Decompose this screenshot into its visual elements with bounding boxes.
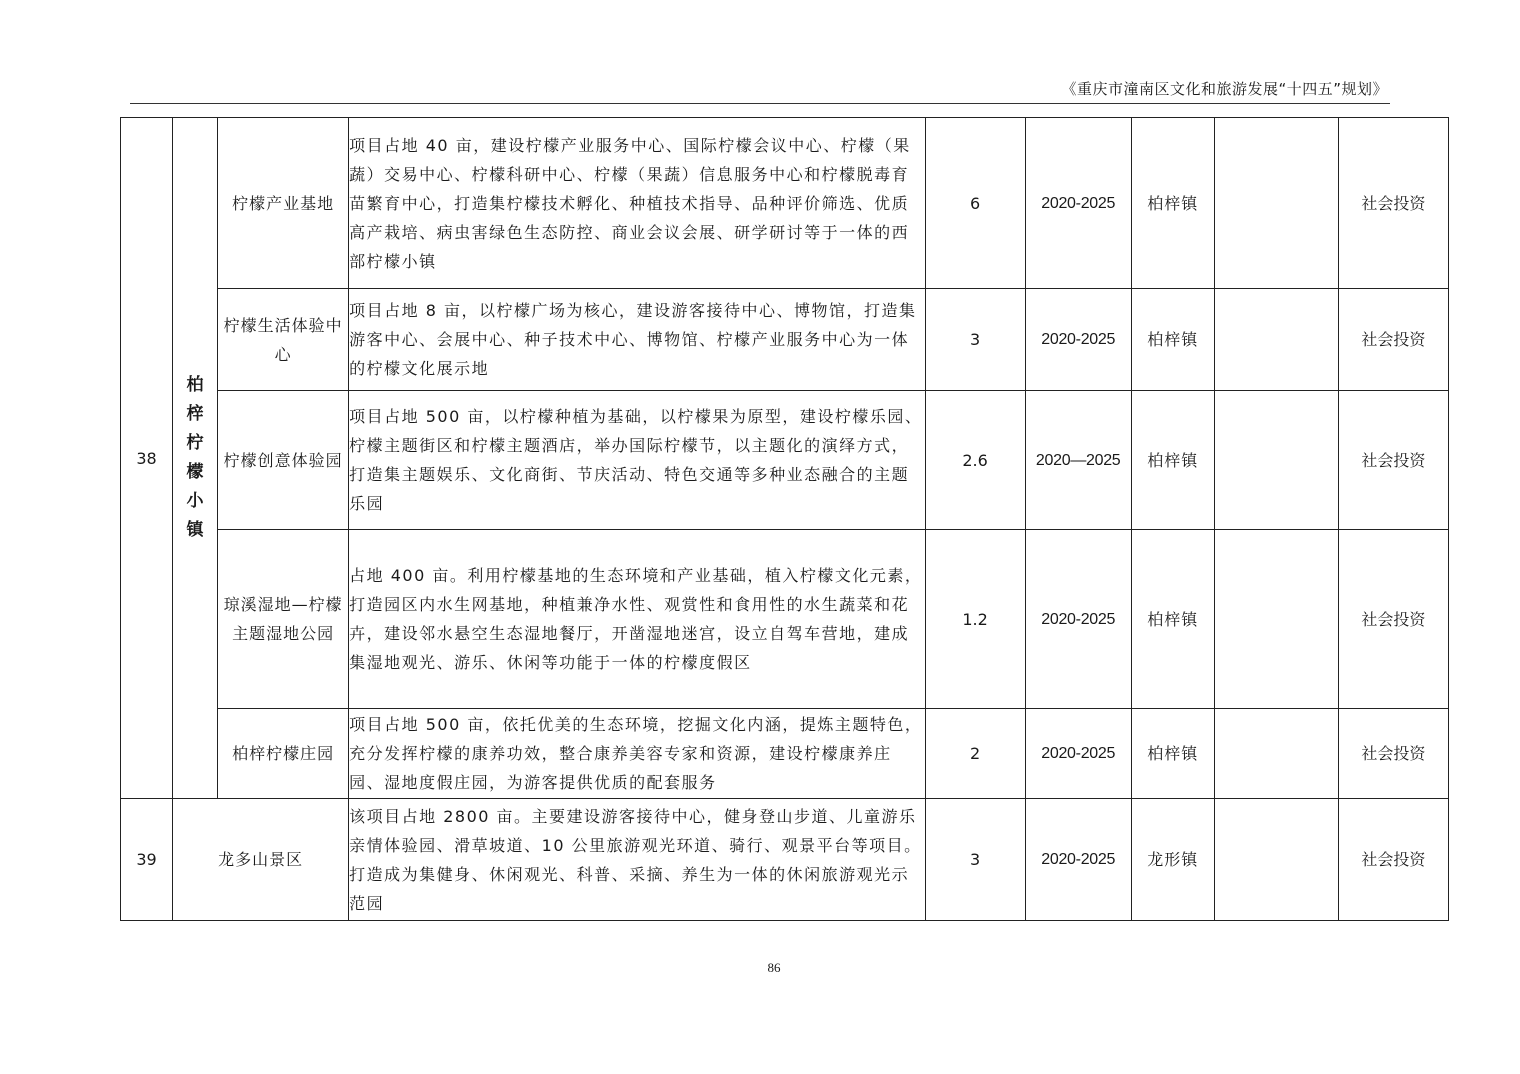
unit-cell — [1214, 530, 1338, 709]
funding-cell: 社会投资 — [1338, 709, 1448, 799]
project-description-cell: 该项目占地 2800 亩。主要建设游客接待中心，健身登山步道、儿童游乐亲情体验园、滑草坡道、10 公里旅游观光环道、骑行、观景平台等项目。打造成为集健身、休闲观光、科普、采摘、养生为一体的休闲旅游观光示范园 — [349, 799, 925, 921]
unit-cell — [1214, 118, 1338, 289]
location-cell: 龙形镇 — [1131, 799, 1214, 921]
location-cell: 柏梓镇 — [1131, 391, 1214, 530]
funding-cell: 社会投资 — [1338, 289, 1448, 391]
unit-cell — [1214, 391, 1338, 530]
funding-cell: 社会投资 — [1338, 799, 1448, 921]
investment-cell: 1.2 — [925, 530, 1025, 709]
project-name-cell: 柠檬生活体验中心 — [218, 289, 349, 391]
project-name-cell: 柠檬创意体验园 — [218, 391, 349, 530]
row-number-cell: 38 — [121, 118, 173, 799]
town-group-cell — [173, 118, 218, 799]
unit-cell — [1214, 709, 1338, 799]
period-cell: 2020-2025 — [1025, 289, 1131, 391]
project-description-cell: 占地 400 亩。利用柠檬基地的生态环境和产业基础，植入柠檬文化元素，打造园区内水生网基地，种植兼净水性、观赏性和食用性的水生蔬菜和花卉，建设邻水悬空生态湿地餐厅，开凿湿地迷宫，设立自驾车营地，建成集湿地观光、游乐、休闲等功能于一体的柠檬度假区 — [349, 530, 925, 709]
location-cell: 柏梓镇 — [1131, 118, 1214, 289]
investment-cell: 3 — [925, 289, 1025, 391]
row-number-cell: 39 — [121, 799, 173, 921]
project-name-cell: 琼溪湿地—柠檬主题湿地公园 — [218, 530, 349, 709]
investment-cell: 2.6 — [925, 391, 1025, 530]
project-name-cell: 柠檬产业基地 — [218, 118, 349, 289]
location-cell: 柏梓镇 — [1131, 530, 1214, 709]
project-table — [120, 117, 1449, 921]
investment-cell: 6 — [925, 118, 1025, 289]
table-row — [121, 289, 1449, 391]
table-row — [121, 118, 1449, 289]
period-cell: 2020—2025 — [1025, 391, 1131, 530]
investment-cell: 3 — [925, 799, 1025, 921]
unit-cell — [1214, 799, 1338, 921]
funding-cell: 社会投资 — [1338, 530, 1448, 709]
header-divider — [130, 103, 1390, 104]
period-cell: 2020-2025 — [1025, 118, 1131, 289]
table-row — [121, 709, 1449, 799]
table-row — [121, 391, 1449, 530]
project-description-cell: 项目占地 500 亩，以柠檬种植为基础，以柠檬果为原型，建设柠檬乐园、柠檬主题街区和柠檬主题酒店，举办国际柠檬节，以主题化的演绎方式，打造集主题娱乐、文化商街、节庆活动、特色交通等多种业态融合的主题乐园 — [349, 391, 925, 530]
table-row — [121, 799, 1449, 921]
period-cell: 2020-2025 — [1025, 799, 1131, 921]
page-number: 86 — [767, 960, 781, 975]
period-cell: 2020-2025 — [1025, 530, 1131, 709]
town-group-label: 柏梓柠檬小镇 — [186, 375, 204, 540]
funding-cell: 社会投资 — [1338, 118, 1448, 289]
unit-cell — [1214, 289, 1338, 391]
project-name-cell: 柏梓柠檬庄园 — [218, 709, 349, 799]
period-cell: 2020-2025 — [1025, 709, 1131, 799]
location-cell: 柏梓镇 — [1131, 709, 1214, 799]
document-header-title: 《重庆市潼南区文化和旅游发展“十四五”规划》 — [1061, 80, 1388, 98]
investment-cell: 2 — [925, 709, 1025, 799]
funding-cell: 社会投资 — [1338, 391, 1448, 530]
project-name-cell: 龙多山景区 — [173, 799, 349, 921]
project-description-cell: 项目占地 40 亩，建设柠檬产业服务中心、国际柠檬会议中心、柠檬（果蔬）交易中心、柠檬科研中心、柠檬（果蔬）信息服务中心和柠檬脱毒育苗繁育中心，打造集柠檬技术孵化、种植技术指导、品种评价筛选、优质高产栽培、病虫害绿色生态防控、商业会议会展、研学研讨等于一体的西部柠檬小镇 — [349, 118, 925, 289]
location-cell: 柏梓镇 — [1131, 289, 1214, 391]
table-row — [121, 530, 1449, 709]
project-description-cell: 项目占地 500 亩，依托优美的生态环境，挖掘文化内涵，提炼主题特色，充分发挥柠檬的康养功效，整合康养美容专家和资源，建设柠檬康养庄园、湿地度假庄园，为游客提供优质的配套服务 — [349, 709, 925, 799]
project-description-cell: 项目占地 8 亩，以柠檬广场为核心，建设游客接待中心、博物馆，打造集游客中心、会展中心、种子技术中心、博物馆、柠檬产业服务中心为一体的柠檬文化展示地 — [349, 289, 925, 391]
